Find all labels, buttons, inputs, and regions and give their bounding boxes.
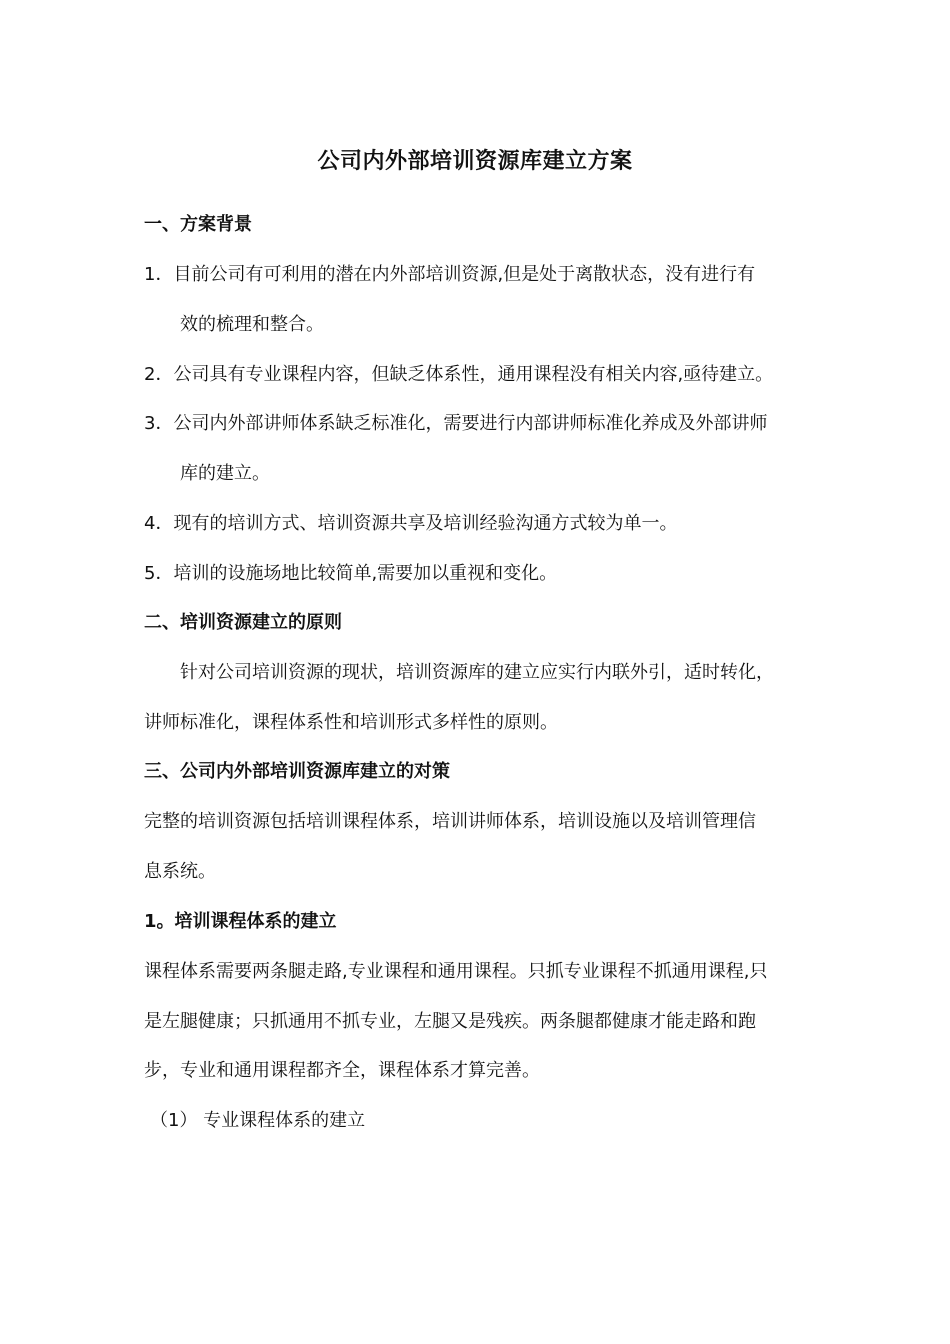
background-item-3-line-2: 库的建立。 [180,463,270,484]
subsection-heading-course-system: 1。培训课程体系的建立 [144,911,337,932]
background-item-4: 4．现有的培训方式、培训资源共享及培训经验沟通方式较为单一。 [144,513,678,534]
course-system-paragraph-line-3: 步，专业和通用课程都齐全，课程体系才算完善。 [144,1060,540,1081]
course-system-paragraph-line-1: 课程体系需要两条腿走路,专业课程和通用课程。只抓专业课程不抓通用课程,只 [144,961,768,982]
principles-paragraph-line-2: 讲师标准化，课程体系性和培训形式多样性的原则。 [144,712,558,733]
section-heading-principles: 二、培训资源建立的原则 [144,612,342,633]
course-system-item-1: （1） 专业课程体系的建立 [150,1110,366,1131]
section-heading-countermeasures: 三、公司内外部培训资源库建立的对策 [144,761,450,782]
background-item-3-line-1: 3．公司内外部讲师体系缺乏标准化，需要进行内部讲师标准化养成及外部讲师 [144,413,768,434]
background-item-1-line-2: 效的梳理和整合。 [180,314,324,335]
background-item-2: 2．公司具有专业课程内容，但缺乏体系性，通用课程没有相关内容,亟待建立。 [144,364,774,385]
background-item-1-line-1: 1．目前公司有可利用的潜在内外部培训资源,但是处于离散状态，没有进行有 [144,264,756,285]
countermeasures-paragraph-line-1: 完整的培训资源包括培训课程体系，培训讲师体系，培训设施以及培训管理信 [144,811,756,832]
background-item-5: 5．培训的设施场地比较简单,需要加以重视和变化。 [144,563,558,584]
document-title: 公司内外部培训资源库建立方案 [317,149,633,174]
section-heading-background: 一、方案背景 [144,214,252,235]
principles-paragraph-line-1: 针对公司培训资源的现状，培训资源库的建立应实行内联外引，适时转化， [180,662,774,683]
countermeasures-paragraph-line-2: 息系统。 [144,861,216,882]
course-system-paragraph-line-2: 是左腿健康；只抓通用不抓专业，左腿又是残疾。两条腿都健康才能走路和跑 [144,1011,756,1032]
